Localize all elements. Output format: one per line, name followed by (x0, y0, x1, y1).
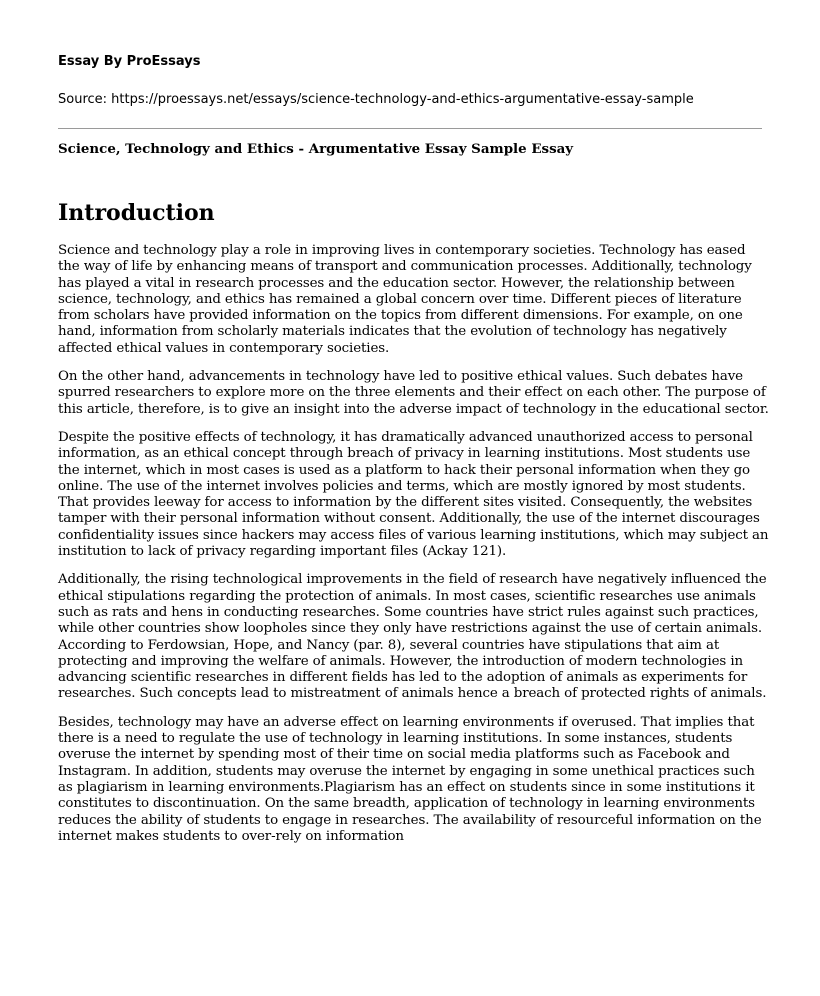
paragraph: Despite the positive effects of technology, it has dramatically advanced unauthorized access to personal information, as an ethical concept through breach of privacy in learning institutions. Most students use the internet, which in most cases is used as a platform to hack their personal information when they go online. The use of the internet involves policies and terms, which are mostly ignored by most students. That provides leeway for access to information by the different sites visited. Consequently, the websites tamper with their personal information without consent. Additionally, the use of the internet discourages confidentiality issues since hackers may access files of various learning institutions, which may subject an institution to lack of privacy regarding important files (Ackay 121). (58, 429, 769, 560)
source-line: Source: https://proessays.net/essays/science-technology-and-ethics-argumentative-essay-sample (58, 92, 694, 107)
essay-body (58, 243, 770, 857)
document-title: Science, Technology and Ethics - Argumentative Essay Sample Essay (58, 141, 574, 157)
paragraph: On the other hand, advancements in technology have led to positive ethical values. Such debates have spurred researchers to explore more on the three elements and their effect on each other. The purpose of this article, therefore, is to give an insight into the adverse impact of technology in the educational sector. (58, 369, 769, 417)
section-heading: Introduction (58, 200, 215, 226)
essay-author-line: Essay By ProEssays (58, 54, 201, 69)
paragraph: Science and technology play a role in improving lives in contemporary societies. Technology has eased the way of life by enhancing means of transport and communication processes. Additionally, technology has played a vital in research processes and the education sector. However, the relationship between science, technology, and ethics has remained a global concern over time. Different pieces of literature from scholars have provided information on the topics from different dimensions. For example, on one hand, information from scholarly materials indicates that the evolution of technology has negatively affected ethical values in contemporary societies. (58, 243, 752, 356)
document-header (58, 53, 778, 109)
paragraph: Besides, technology may have an adverse effect on learning environments if overused. That implies that there is a need to regulate the use of technology in learning institutions. In some instances, students overuse the internet by spending most of their time on social media platforms such as Facebook and Instagram. In addition, students may overuse the internet by engaging in some unethical practices such as plagiarism in learning environments.Plagiarism has an effect on students since in some institutions it constitutes to discontinuation. On the same breadth, application of technology in learning environments reduces the ability of students to engage in researches. The availability of resourceful information on the internet makes students to over-rely on information (58, 714, 762, 844)
header-divider (58, 128, 762, 129)
paragraph: Additionally, the rising technological improvements in the field of research have negatively influenced the ethical stipulations regarding the protection of animals. In most cases, scientific researches use animals such as rats and hens in conducting researches. Some countries have strict rules against such practices, while other countries show loopholes since they only have restrictions against the use of certain animals. According to Ferdowsian, Hope, and Nancy (par. 8), several countries have stipulations that aim at protecting and improving the welfare of animals. However, the introduction of modern technologies in advancing scientific researches in different fields has led to the adoption of animals as experiments for researches. Such concepts lead to mistreatment of animals hence a breach of protected rights of animals. (58, 572, 767, 702)
